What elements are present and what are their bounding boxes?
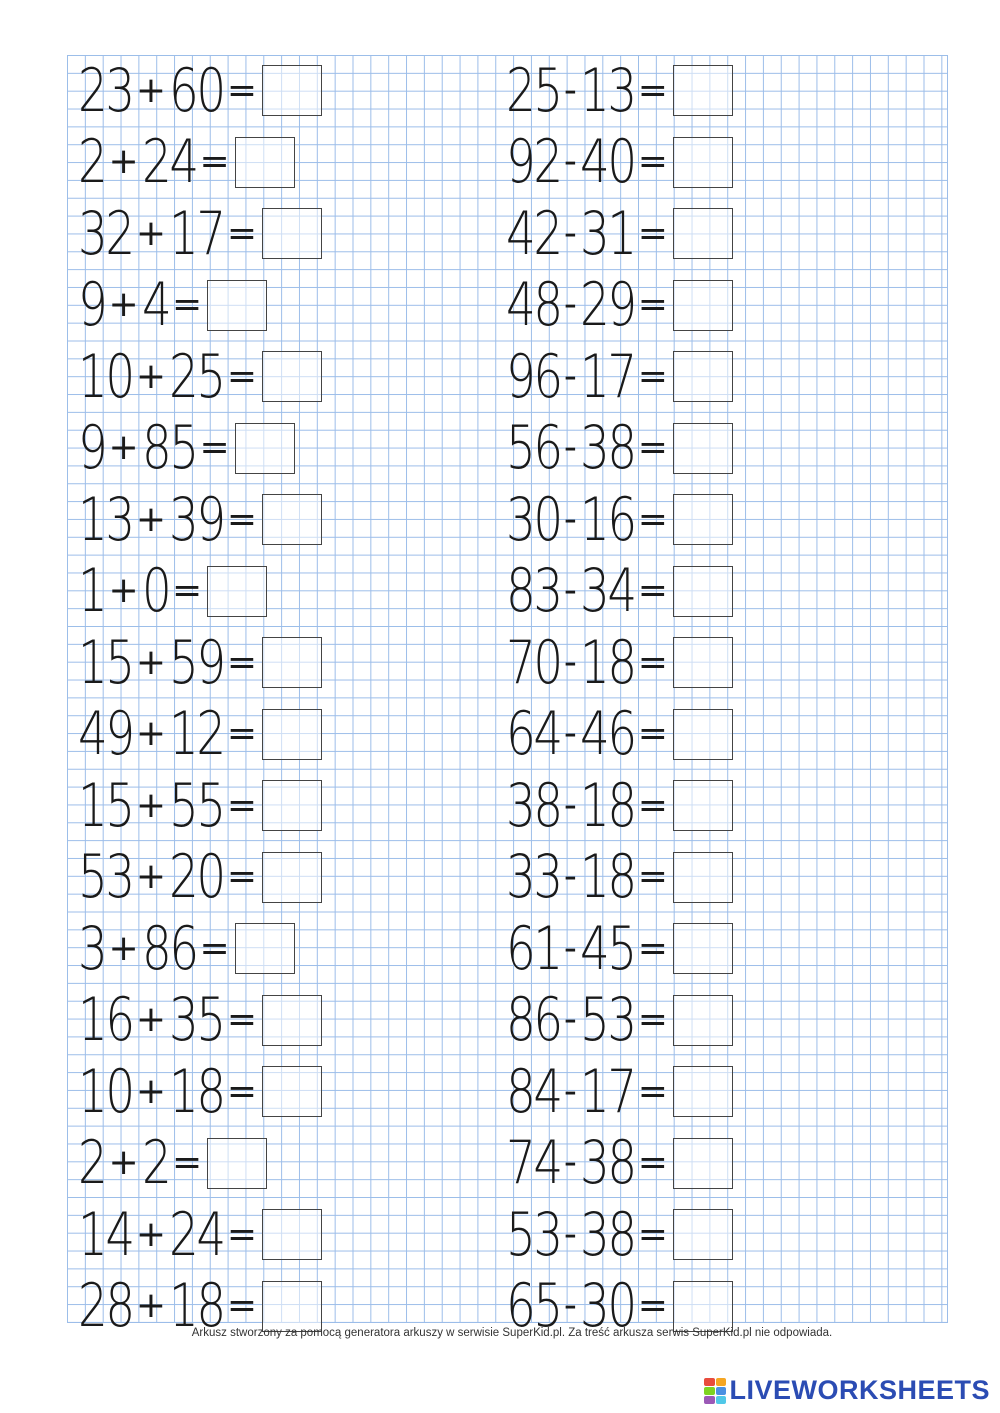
equation-row (506, 484, 733, 556)
equals-sign: = (637, 212, 668, 254)
operand-a: 33 (506, 842, 561, 913)
equals-sign: = (637, 641, 668, 683)
equation-row (506, 198, 733, 270)
operand-a: 30 (506, 484, 561, 555)
equation-row (78, 627, 322, 699)
equals-sign: = (226, 498, 258, 540)
operand-a: 25 (506, 55, 561, 126)
operand-b: 29 (579, 270, 635, 341)
operand-b: 53 (579, 985, 635, 1056)
equals-sign: = (637, 427, 668, 469)
answer-box[interactable] (262, 208, 322, 259)
operand-a: 42 (506, 198, 561, 269)
equation-row (78, 127, 322, 199)
answer-box[interactable] (207, 566, 267, 617)
equals-sign: = (226, 856, 258, 898)
answer-box[interactable] (673, 494, 733, 545)
equation-row (78, 913, 322, 985)
operator: - (563, 856, 577, 898)
operand-a: 2 (78, 127, 106, 198)
operand-b: 17 (169, 198, 224, 269)
operand-a: 10 (78, 1056, 133, 1127)
equals-sign: = (637, 999, 668, 1041)
equals-sign: = (226, 1213, 258, 1255)
equation-row (506, 1199, 733, 1271)
operator: - (563, 355, 577, 397)
equals-sign: = (226, 1285, 258, 1327)
operand-b: 31 (579, 198, 635, 269)
operand-a: 15 (78, 770, 133, 841)
equals-sign: = (172, 1142, 203, 1184)
equation-row (506, 627, 733, 699)
operand-a: 9 (78, 270, 106, 341)
equation-row (78, 842, 322, 914)
operand-a: 53 (506, 1199, 561, 1270)
equals-sign: = (199, 427, 230, 469)
equals-sign: = (637, 284, 668, 326)
operand-a: 86 (506, 985, 561, 1056)
operand-b: 16 (579, 484, 635, 555)
operand-b: 34 (579, 556, 635, 627)
operand-a: 14 (78, 1199, 133, 1270)
operator: + (108, 1142, 139, 1184)
answer-box[interactable] (673, 852, 733, 903)
equation-row (78, 484, 322, 556)
equation-row (506, 1128, 733, 1200)
equals-sign: = (637, 1070, 668, 1112)
operand-b: 24 (169, 1199, 224, 1270)
equals-sign: = (199, 927, 230, 969)
answer-box[interactable] (262, 995, 322, 1046)
answer-box[interactable] (207, 280, 267, 331)
equation-row (78, 55, 322, 127)
equals-sign: = (226, 1070, 258, 1112)
equation-row (78, 1128, 322, 1200)
equation-row (506, 270, 733, 342)
operand-b: 30 (579, 1271, 635, 1342)
answer-box[interactable] (673, 780, 733, 831)
equation-row (506, 556, 733, 628)
operand-a: 2 (78, 1128, 106, 1199)
equation-row (506, 341, 733, 413)
equals-sign: = (226, 212, 258, 254)
operator: + (135, 355, 167, 397)
answer-box[interactable] (262, 1281, 322, 1332)
operand-b: 38 (579, 1128, 635, 1199)
operator: - (563, 784, 577, 826)
answer-box[interactable] (673, 923, 733, 974)
equation-row (506, 55, 733, 127)
operand-b: 45 (579, 913, 635, 984)
operand-b: 40 (579, 127, 635, 198)
equation-row (506, 842, 733, 914)
operand-b: 24 (141, 127, 197, 198)
answer-box[interactable] (673, 423, 733, 474)
operand-a: 48 (506, 270, 561, 341)
equation-row (506, 913, 733, 985)
operand-b: 38 (579, 1199, 635, 1270)
operand-b: 25 (169, 341, 224, 412)
operand-b: 0 (141, 556, 170, 627)
operand-b: 86 (141, 913, 197, 984)
equals-sign: = (637, 713, 668, 755)
operator: + (108, 427, 139, 469)
equals-sign: = (226, 784, 258, 826)
answer-box[interactable] (262, 494, 322, 545)
operator: + (108, 284, 139, 326)
subtraction-column (506, 55, 733, 1342)
answer-box[interactable] (262, 1209, 322, 1260)
operator: + (108, 141, 139, 183)
operator: - (563, 1070, 577, 1112)
operator: + (135, 999, 167, 1041)
operator: - (563, 69, 577, 111)
equals-sign: = (172, 284, 203, 326)
operand-b: 55 (169, 770, 224, 841)
equation-row (506, 699, 733, 771)
operand-b: 12 (169, 699, 224, 770)
equation-row (78, 413, 322, 485)
equation-row (506, 985, 733, 1057)
operand-b: 18 (579, 842, 635, 913)
operator: + (135, 713, 167, 755)
operator: + (108, 570, 139, 612)
answer-box[interactable] (673, 65, 733, 116)
equals-sign: = (637, 1142, 668, 1184)
operator: - (563, 498, 577, 540)
operand-a: 38 (506, 770, 561, 841)
answer-box[interactable] (262, 351, 322, 402)
operator: - (563, 1213, 577, 1255)
operand-a: 10 (78, 341, 133, 412)
equation-row (506, 413, 733, 485)
operator: - (563, 1285, 577, 1327)
operand-b: 35 (169, 985, 224, 1056)
operand-b: 4 (141, 270, 170, 341)
operand-a: 53 (78, 842, 133, 913)
operator: + (135, 1070, 167, 1112)
answer-box[interactable] (262, 780, 322, 831)
equals-sign: = (637, 570, 668, 612)
liveworksheets-logo-icon (704, 1378, 726, 1404)
operand-b: 39 (169, 484, 224, 555)
operand-b: 2 (141, 1128, 170, 1199)
operator: - (563, 427, 577, 469)
equals-sign: = (226, 641, 258, 683)
operand-a: 15 (78, 627, 133, 698)
equation-row (506, 127, 733, 199)
operand-b: 18 (579, 627, 635, 698)
answer-box[interactable] (673, 566, 733, 617)
operator: + (135, 1285, 167, 1327)
operand-a: 23 (78, 55, 133, 126)
answer-box[interactable] (673, 1138, 733, 1189)
answer-box[interactable] (673, 137, 733, 188)
equation-row (78, 1199, 322, 1271)
equals-sign: = (637, 355, 668, 397)
operand-a: 70 (506, 627, 561, 698)
operand-a: 9 (78, 413, 106, 484)
answer-box[interactable] (262, 709, 322, 760)
equals-sign: = (637, 498, 668, 540)
equation-row (78, 699, 322, 771)
operator: - (563, 713, 577, 755)
operand-b: 38 (579, 413, 635, 484)
operator: + (135, 498, 167, 540)
operand-b: 59 (169, 627, 224, 698)
operand-a: 28 (78, 1271, 133, 1342)
operator: + (135, 1213, 167, 1255)
operand-b: 20 (169, 842, 224, 913)
operand-a: 83 (506, 556, 561, 627)
operator: + (108, 927, 139, 969)
equals-sign: = (637, 69, 668, 111)
answer-box[interactable] (262, 65, 322, 116)
operand-a: 74 (506, 1128, 561, 1199)
equals-sign: = (226, 999, 258, 1041)
answer-box[interactable] (673, 351, 733, 402)
operand-a: 16 (78, 985, 133, 1056)
operand-a: 32 (78, 198, 133, 269)
operand-a: 61 (506, 913, 561, 984)
equation-row (78, 198, 322, 270)
answer-box[interactable] (235, 923, 295, 974)
operand-a: 84 (506, 1056, 561, 1127)
operator: - (563, 570, 577, 612)
equals-sign: = (172, 570, 203, 612)
answer-box[interactable] (673, 1209, 733, 1260)
answer-box[interactable] (235, 137, 295, 188)
operator: - (563, 927, 577, 969)
operator: - (563, 999, 577, 1041)
addition-column (78, 55, 322, 1342)
operator: + (135, 212, 167, 254)
operand-b: 17 (579, 1056, 635, 1127)
equation-row (78, 270, 322, 342)
operator: - (563, 141, 577, 183)
equation-row (78, 341, 322, 413)
operand-a: 1 (78, 556, 106, 627)
answer-box[interactable] (235, 423, 295, 474)
operand-b: 18 (169, 1056, 224, 1127)
equation-row (506, 770, 733, 842)
answer-box[interactable] (673, 995, 733, 1046)
answer-box[interactable] (673, 280, 733, 331)
operand-a: 13 (78, 484, 133, 555)
equation-row (78, 985, 322, 1057)
equals-sign: = (226, 713, 258, 755)
operand-a: 65 (506, 1271, 561, 1342)
equals-sign: = (637, 784, 668, 826)
answer-box[interactable] (207, 1138, 267, 1189)
operand-a: 56 (506, 413, 561, 484)
operator: + (135, 856, 167, 898)
operator: - (563, 641, 577, 683)
equals-sign: = (637, 1213, 668, 1255)
operand-a: 64 (506, 699, 561, 770)
equation-row (506, 1056, 733, 1128)
operator: - (563, 1142, 577, 1184)
equals-sign: = (637, 856, 668, 898)
operand-b: 17 (579, 341, 635, 412)
answer-box[interactable] (673, 1066, 733, 1117)
operand-b: 46 (579, 699, 635, 770)
answer-box[interactable] (262, 852, 322, 903)
operator: - (563, 212, 577, 254)
equals-sign: = (226, 69, 258, 111)
operator: + (135, 784, 167, 826)
brand-text: LIVEWORKSHEETS (729, 1375, 990, 1405)
operand-b: 85 (141, 413, 197, 484)
answer-box[interactable] (262, 637, 322, 688)
equation-row (78, 1056, 322, 1128)
liveworksheets-brand (704, 1375, 990, 1406)
footer-note: Arkusz stworzony za pomocą generatora arkuszy w serwisie SuperKid.pl. Za treść arkusza serwis SuperKid.pl nie odpowiada. (191, 1327, 833, 1339)
operand-a: 96 (506, 341, 561, 412)
equals-sign: = (226, 355, 258, 397)
operand-b: 18 (579, 770, 635, 841)
operand-a: 49 (78, 699, 133, 770)
answer-box[interactable] (673, 1281, 733, 1332)
equals-sign: = (199, 141, 230, 183)
equals-sign: = (637, 141, 668, 183)
answer-box[interactable] (262, 1066, 322, 1117)
operand-b: 13 (579, 55, 635, 126)
operator: + (135, 641, 167, 683)
answer-box[interactable] (673, 637, 733, 688)
operand-a: 3 (78, 913, 106, 984)
answer-box[interactable] (673, 709, 733, 760)
equals-sign: = (637, 927, 668, 969)
equation-row (78, 556, 322, 628)
answer-box[interactable] (673, 208, 733, 259)
operator: + (135, 69, 167, 111)
equals-sign: = (637, 1285, 668, 1327)
operand-a: 92 (506, 127, 561, 198)
operator: - (563, 284, 577, 326)
operand-b: 60 (169, 55, 224, 126)
operand-b: 18 (169, 1271, 224, 1342)
equation-row (78, 770, 322, 842)
